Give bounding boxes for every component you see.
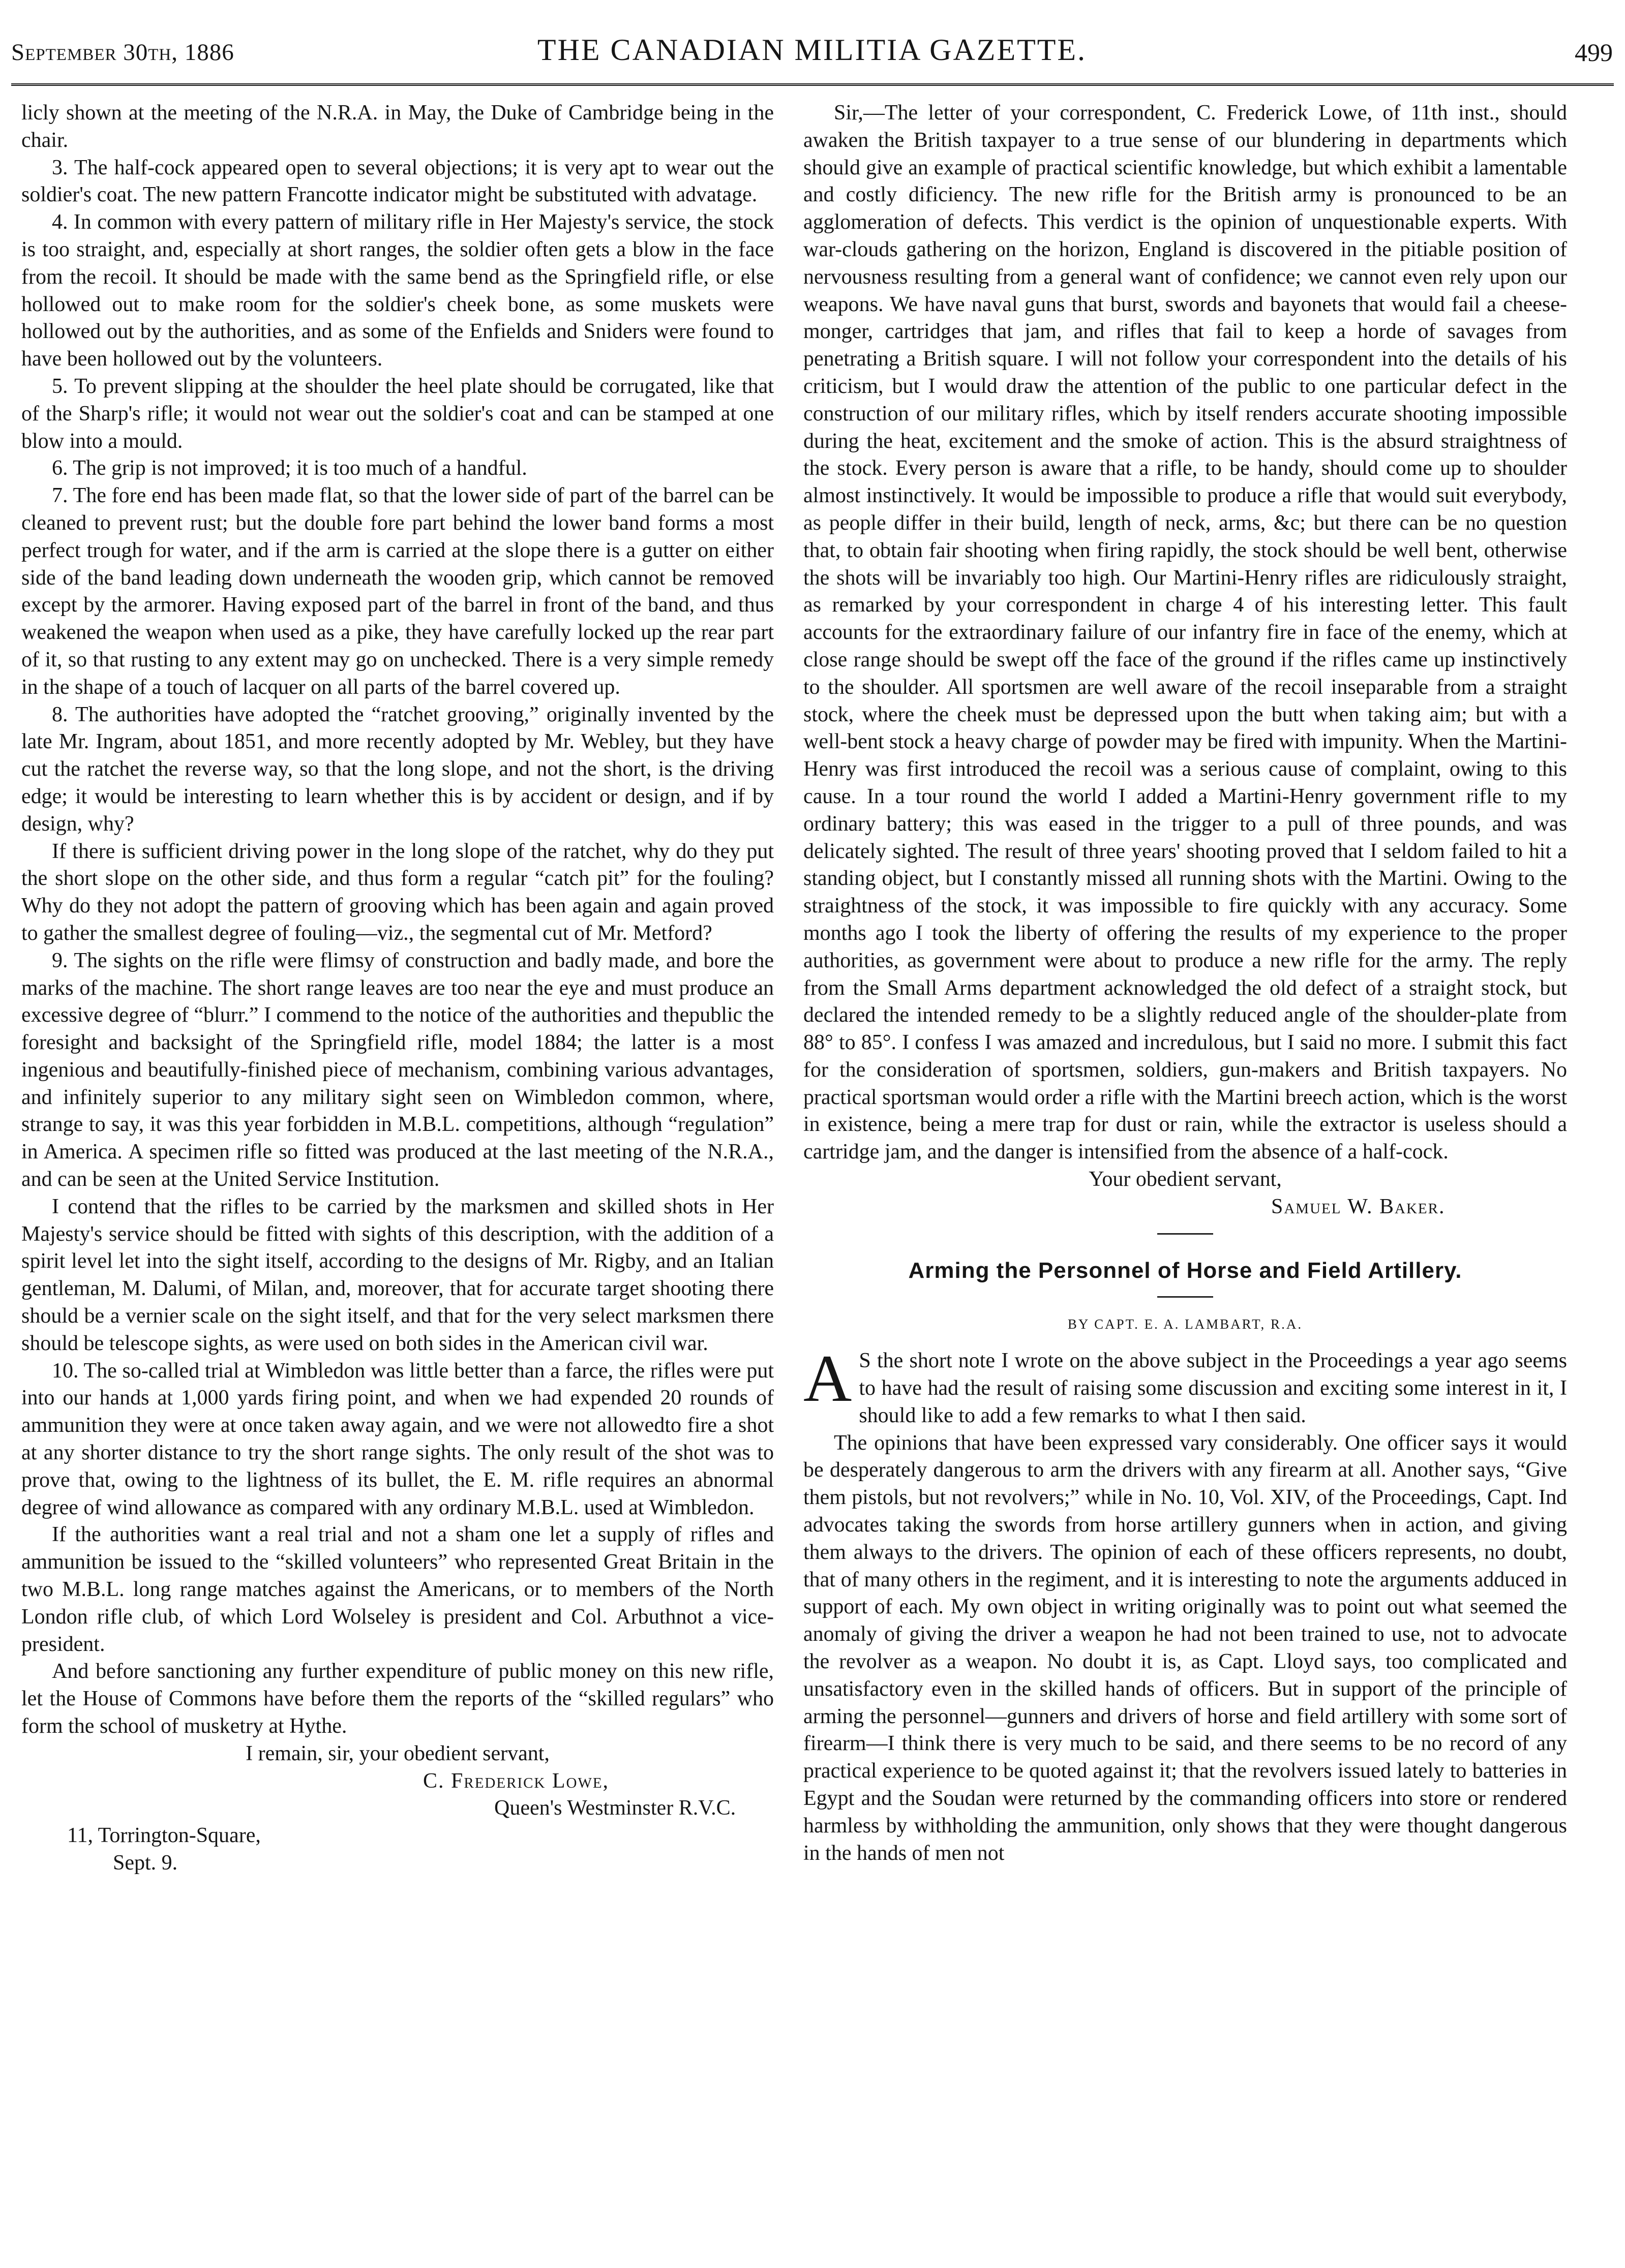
paragraph: 7. The fore end has been made flat, so that the lower side of part of the barrel can be cleaned to prevent rust; but the double fore part behind the lower band forms a most perfect trough for water, and if the arm is carried at the slope there is a gutter on either side of the band leading down underneath the wooden grip, which cannot be removed except by the armorer. Having exposed part of the barrel in front of the band, and thus weakened the weapon when used as a pike, they have carefully locked up the rear part of it, so that rusting to any extent may go on unchecked. There is a very simple remedy in the shape of a touch of lacquer on all parts of the barrel covered up.	[21, 484, 774, 699]
paragraph: If the authorities want a real trial and not a sham one let a supply of rifles and ammunition be issued to the “skilled volunteers” who represented Great Britain in the two M.B.L. long range matches against the Americans, or to members of the North London rifle club, of which Lord Wolseley is president and Col. Arbuthnot a vice-president.	[21, 1523, 774, 1656]
paragraph: licly shown at the meeting of the N.R.A. in May, the Duke of Cambridge being in the chair.	[21, 101, 774, 152]
letter-date: Sept. 9.	[113, 1851, 178, 1875]
drop-cap: A	[803, 1341, 852, 1416]
paragraph: 6. The grip is not improved; it is too much of a handful.	[52, 456, 527, 480]
letter-closing: I remain, sir, your obedient servant,	[246, 1741, 550, 1765]
letter-paragraph: Sir,—The letter of your correspondent, C. Frederick Lowe, of 11th inst., should awaken the British taxpayer to a true sense of our blundering in departments which should give an example of practical scientific knowledge, but which exhibit a lamentable and costly dificiency. The new rifle for the British army is pronounced to be an agglomeration of defects. This verdict is the opinion of unquestionable experts. With war-clouds gathering on the horizon, England is discovered in the pitiable position of nervousness resulting from a general want of confidence; we cannot even rely upon our weapons. We have naval guns that burst, swords and bayonets that would fail a cheese-monger, cartridges that jam, and rifles that fail to keep a horde of savages from penetrating a British square. I will not follow your correspondent into the details of his criticism, but I would draw the attention of the public to one particular defect in the construction of our military rifles, which by itself renders accurate shooting impossible during the heat, excitement and the smoke of action. This is the absurd straightness of the stock. Every person is aware that a rifle, to be handy, should come up to shoulder almost instinctively. It would be impossible to produce a rifle that would suit everybody, as people differ in their build, length of neck, arms, &c; but there can be no question that, to obtain fair shooting when firing rapidly, the stock should be well bent, otherwise the shots will be invariably too high. Our Martini-Henry rifles are ridiculously straight, as remarked by your correspondent in charge 4 of his interesting letter. This fault accounts for the extraordinary failure of our infantry fire in face of the enemy, which at close range should be swept off the face of the ground if the rifles came up instinctively to the shoulder. All sportsmen are well aware of the recoil inseparable from a straight stock, where the cheek must be depressed upon the butt when taking aim; but with a well-bent stock a heavy charge of powder may be fired with impunity. When the Martini-Henry was first introduced the recoil was a serious cause of complaint, owing to this cause. In a tour round the world I added a Martini-Henry government rifle to my ordinary battery; this was eased in the trigger to a pull of three pounds, and was delicately sighted. The result of three years' shooting proved that I seldom failed to hit a standing object, but I constantly missed all running shots with the Martini. Owing to the straightness of the stock, it was impossible to fire quickly with any accuracy. Some months ago I took the liberty of offering the results of my experience to the proper authorities, as government were about to produce a new rifle for the army. The reply from the Small Arms department acknowledged the old defect of a straight stock, but declared the intended remedy to be a slightly reduced angle of the shoulder-plate from 88° to 85°. I confess I was amazed and incredulous, but I said no more. I submit this fact for the consideration of sportsmen, soldiers, gun-makers and British taxpayers. No practical sportsman would order a rifle with the Martini breech action, which is the worst in existence, being a mere trap for dust or rain, while the extractor is useless should a cartridge jam, and the danger is intensified from the absence of a half-cock.	[803, 101, 1567, 1164]
letter-closing: Your obedient servant,	[1089, 1168, 1282, 1191]
paragraph: 9. The sights on the rifle were flimsy of construction and badly made, and bore the marks of the machine. The short range leaves are too near the eye and must produce an excessive degree of “blurr.” I commend to the notice of the authorities and thepublic the foresight and backsight of the Springfield rifle, model 1884; the latter is a most ingenious and beautifully-finished piece of mechanism, combining various advantages, and infinitely superior to any military sight seen on Wimbledon common, where, strange to say, it was this year forbidden in M.B.L. competitions, although “regulation” in America. A specimen rifle so fitted was produced at the last meeting of the N.R.A., and can be seen at the United Service Institution.	[21, 948, 774, 1191]
article-byline: BY CAPT. E. A. LAMBART, R.A.	[1067, 1316, 1303, 1332]
page-number: 499	[1575, 38, 1613, 67]
section-divider	[1157, 1233, 1213, 1235]
title-divider	[1157, 1296, 1213, 1298]
paragraph: 8. The authorities have adopted the “ratchet grooving,” originally invented by the late Mr. Ingram, about 1851, and more recently adopted by Mr. Webley, but they have cut the ratchet the reverse way, so that the long slope, and not the short, is the driving edge; it would be interesting to learn whether this is by accident or design, and if by design, why?	[21, 702, 774, 836]
article-paragraph	[803, 1341, 1567, 1429]
issue-date: September 30th, 1886	[11, 39, 234, 66]
paragraph: I contend that the rifles to be carried by the marksmen and skilled shots in Her Majesty's service should be fitted with sights of this description, with the addition of a spirit level let into the sight itself, according to the designs of Mr. Rigby, and an Italian gentleman, M. Dalumi, of Milan, and, moreover, that for accurate target shooting there should be a vernier scale on the sight itself, and that for the very select marksmen there should be telescope sights, as were used on both sides in the American civil war.	[21, 1194, 774, 1355]
publication-title: THE CANADIAN MILITIA GAZETTE.	[537, 33, 1087, 67]
paragraph: If there is sufficient driving power in the long slope of the ratchet, why do they put the short slope on the other side, and thus form a regular “catch pit” for the fouling? Why do they not adopt the pattern of grooving which has been again and again proved to gather the smallest degree of fouling—viz., the segmental cut of Mr. Metford?	[21, 839, 774, 945]
article-title: Arming the Personnel of Horse and Field Artillery.	[908, 1258, 1462, 1283]
right-column	[803, 100, 1567, 2245]
paragraph: 10. The so-called trial at Wimbledon was little better than a farce, the rifles were put into our hands at 1,000 yards firing point, and when we had expended 20 rounds of ammunition they were at once taken away again, and we were not allowedto fire a shot at any shorter distance to try the short range sights. The only result of the shot was to prove that, owing to the lightness of its bullet, the E. M. rifle requires an abnormal degree of wind allowance as compared with any ordinary M.B.L. used at Wimbledon.	[21, 1359, 774, 1519]
paragraph: 5. To prevent slipping at the shoulder the heel plate should be corrugated, like that of the Sharp's rifle; it would not wear out the soldier's coat and can be stamped at one blow into a mould.	[21, 374, 774, 453]
article-paragraph-text: S the short note I wrote on the above subject in the Proceedings a year ago seems to have had the result of raising some discussion and exciting some interest in it, I should like to add a few remarks to what I then said.	[859, 1349, 1567, 1427]
paragraph: And before sanctioning any further expenditure of public money on this new rifle, let the House of Commons have before them the reports of the “skilled regulars” who form the school of musketry at Hythe.	[21, 1660, 774, 1738]
letter-signature: C. Frederick Lowe,	[423, 1769, 610, 1793]
letter-signature: Samuel W. Baker.	[1271, 1194, 1446, 1218]
page-header	[11, 30, 1613, 77]
left-column	[21, 100, 774, 2245]
signer-address: 11, Torrington-Square,	[67, 1824, 261, 1848]
paragraph: 4. In common with every pattern of military rifle in Her Majesty's service, the stock is too straight, and, especially at short ranges, the soldier often gets a blow in the face from the recoil. It should be made with the same bend as the Springfield rifle, or else hollowed out to make room for the soldier's cheek bone, as some muskets were hollowed out by the authorities, and as some of the Enfields and Sniders were found to have been hollowed out by the volunteers.	[21, 210, 774, 371]
header-rule	[11, 83, 1614, 86]
signer-affiliation: Queen's Westminster R.V.C.	[494, 1796, 736, 1820]
paragraph: 3. The half-cock appeared open to several objections; it is very apt to wear out the soldier's coat. The new pattern Francotte indicator might be substituted with advatage.	[21, 156, 774, 207]
article-paragraph: The opinions that have been expressed vary considerably. One officer says it would be desperately dangerous to arm the drivers with any firearm at all. Another says, “Give them pistols, but not revolvers;” while in No. 10, Vol. XIV, of the Proceedings, Capt. Ind advocates taking the swords from horse artillery gunners when in action, and giving them always to the drivers. The opinion of each of these officers represents, no doubt, that of many others in the regiment, and it is interesting to note the arguments adduced in support of each. My own object in writing originally was to point out what seemed the anomaly of giving the driver a weapon he had not been trained to use, not to advocate the revolver as a weapon. No doubt it is, as Capt. Lloyd says, too complicated and unsatisfactory even in the skilled hands of officers. But in support of the principle of arming the personnel—gunners and drivers of horse and field artillery with some sort of firearm—I think there is very much to be said, and there seems to be no record of any practical experience to be quoted against it; that the revolvers issued lately to batteries in Egypt and the Soudan were returned by the commanding officers into store or rendered harmless by withholding the ammunition, only shows that they were thought dangerous in the hands of men not	[803, 1431, 1567, 1865]
